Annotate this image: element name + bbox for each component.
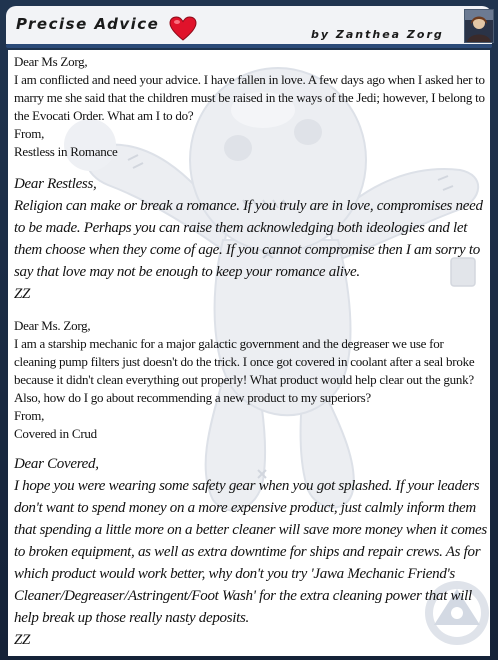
- author-byline: by Zanthea Zorg: [311, 28, 444, 41]
- author-avatar: [464, 9, 494, 43]
- reply-signature: ZZ: [14, 286, 31, 302]
- header-divider: [6, 44, 492, 48]
- reply-salutation: Dear Covered,: [14, 456, 99, 472]
- reply-salutation: Dear Restless,: [14, 176, 97, 192]
- letter-salutation: Dear Ms Zorg,: [14, 54, 88, 69]
- letter-signoff: From,: [14, 126, 45, 141]
- letter-signature: Covered in Crud: [14, 426, 97, 441]
- reply-body: I hope you were wearing some safety gear when you got splashed. If your leaders don't want to spend money on a more expensive product, just calmly inform them that spending a little more on a better cleaner will save more money when it comes to broken equipment, as well as extra downtime for ships and repair crews. As for which product would work better, why don't you try 'Jawa Mechanic Friend's Cleaner/Degreaser/Astringent/Foot Wash' for the extra cleaning power that will help break up those really nasty deposits.: [14, 478, 487, 626]
- letter-signature: Restless in Romance: [14, 144, 118, 159]
- reply-body: Religion can make or break a romance. If you truly are in love, compromises need to be made. Perhaps you can raise them acknowledging both ideologies and let them choose when they come of age. If you cannot compromise then I am sorry to say that love may not be enough to keep your romance alive.: [14, 198, 483, 280]
- letter-body: I am conflicted and need your advice. I have fallen in love. A few days ago when I asked her to marry me she said that the children must be raised in the ways of the Jedi; however, I belong to the Evocati Order. What am I to do?: [14, 72, 485, 123]
- reader-letter: [14, 53, 488, 161]
- letter-body: I am a starship mechanic for a major galactic government and the degreaser we use for cleaning pump filters just doesn't do the trick. I once got covered in coolant after a seal broke because it didn't clean everything out properly! What product would help clear out the gunk? Also, how do I go about recommending a new product to my superiors?: [14, 336, 475, 405]
- reader-letter: [14, 317, 488, 443]
- letter-signoff: From,: [14, 408, 45, 423]
- columnist-reply: [14, 453, 488, 651]
- column-title: Precise Advice: [16, 15, 160, 33]
- letter-salutation: Dear Ms. Zorg,: [14, 318, 91, 333]
- column-header: [6, 6, 492, 44]
- columnist-reply: [14, 173, 488, 305]
- reply-signature: ZZ: [14, 632, 31, 648]
- advice-column-body: [8, 50, 490, 656]
- heart-icon: [169, 16, 197, 42]
